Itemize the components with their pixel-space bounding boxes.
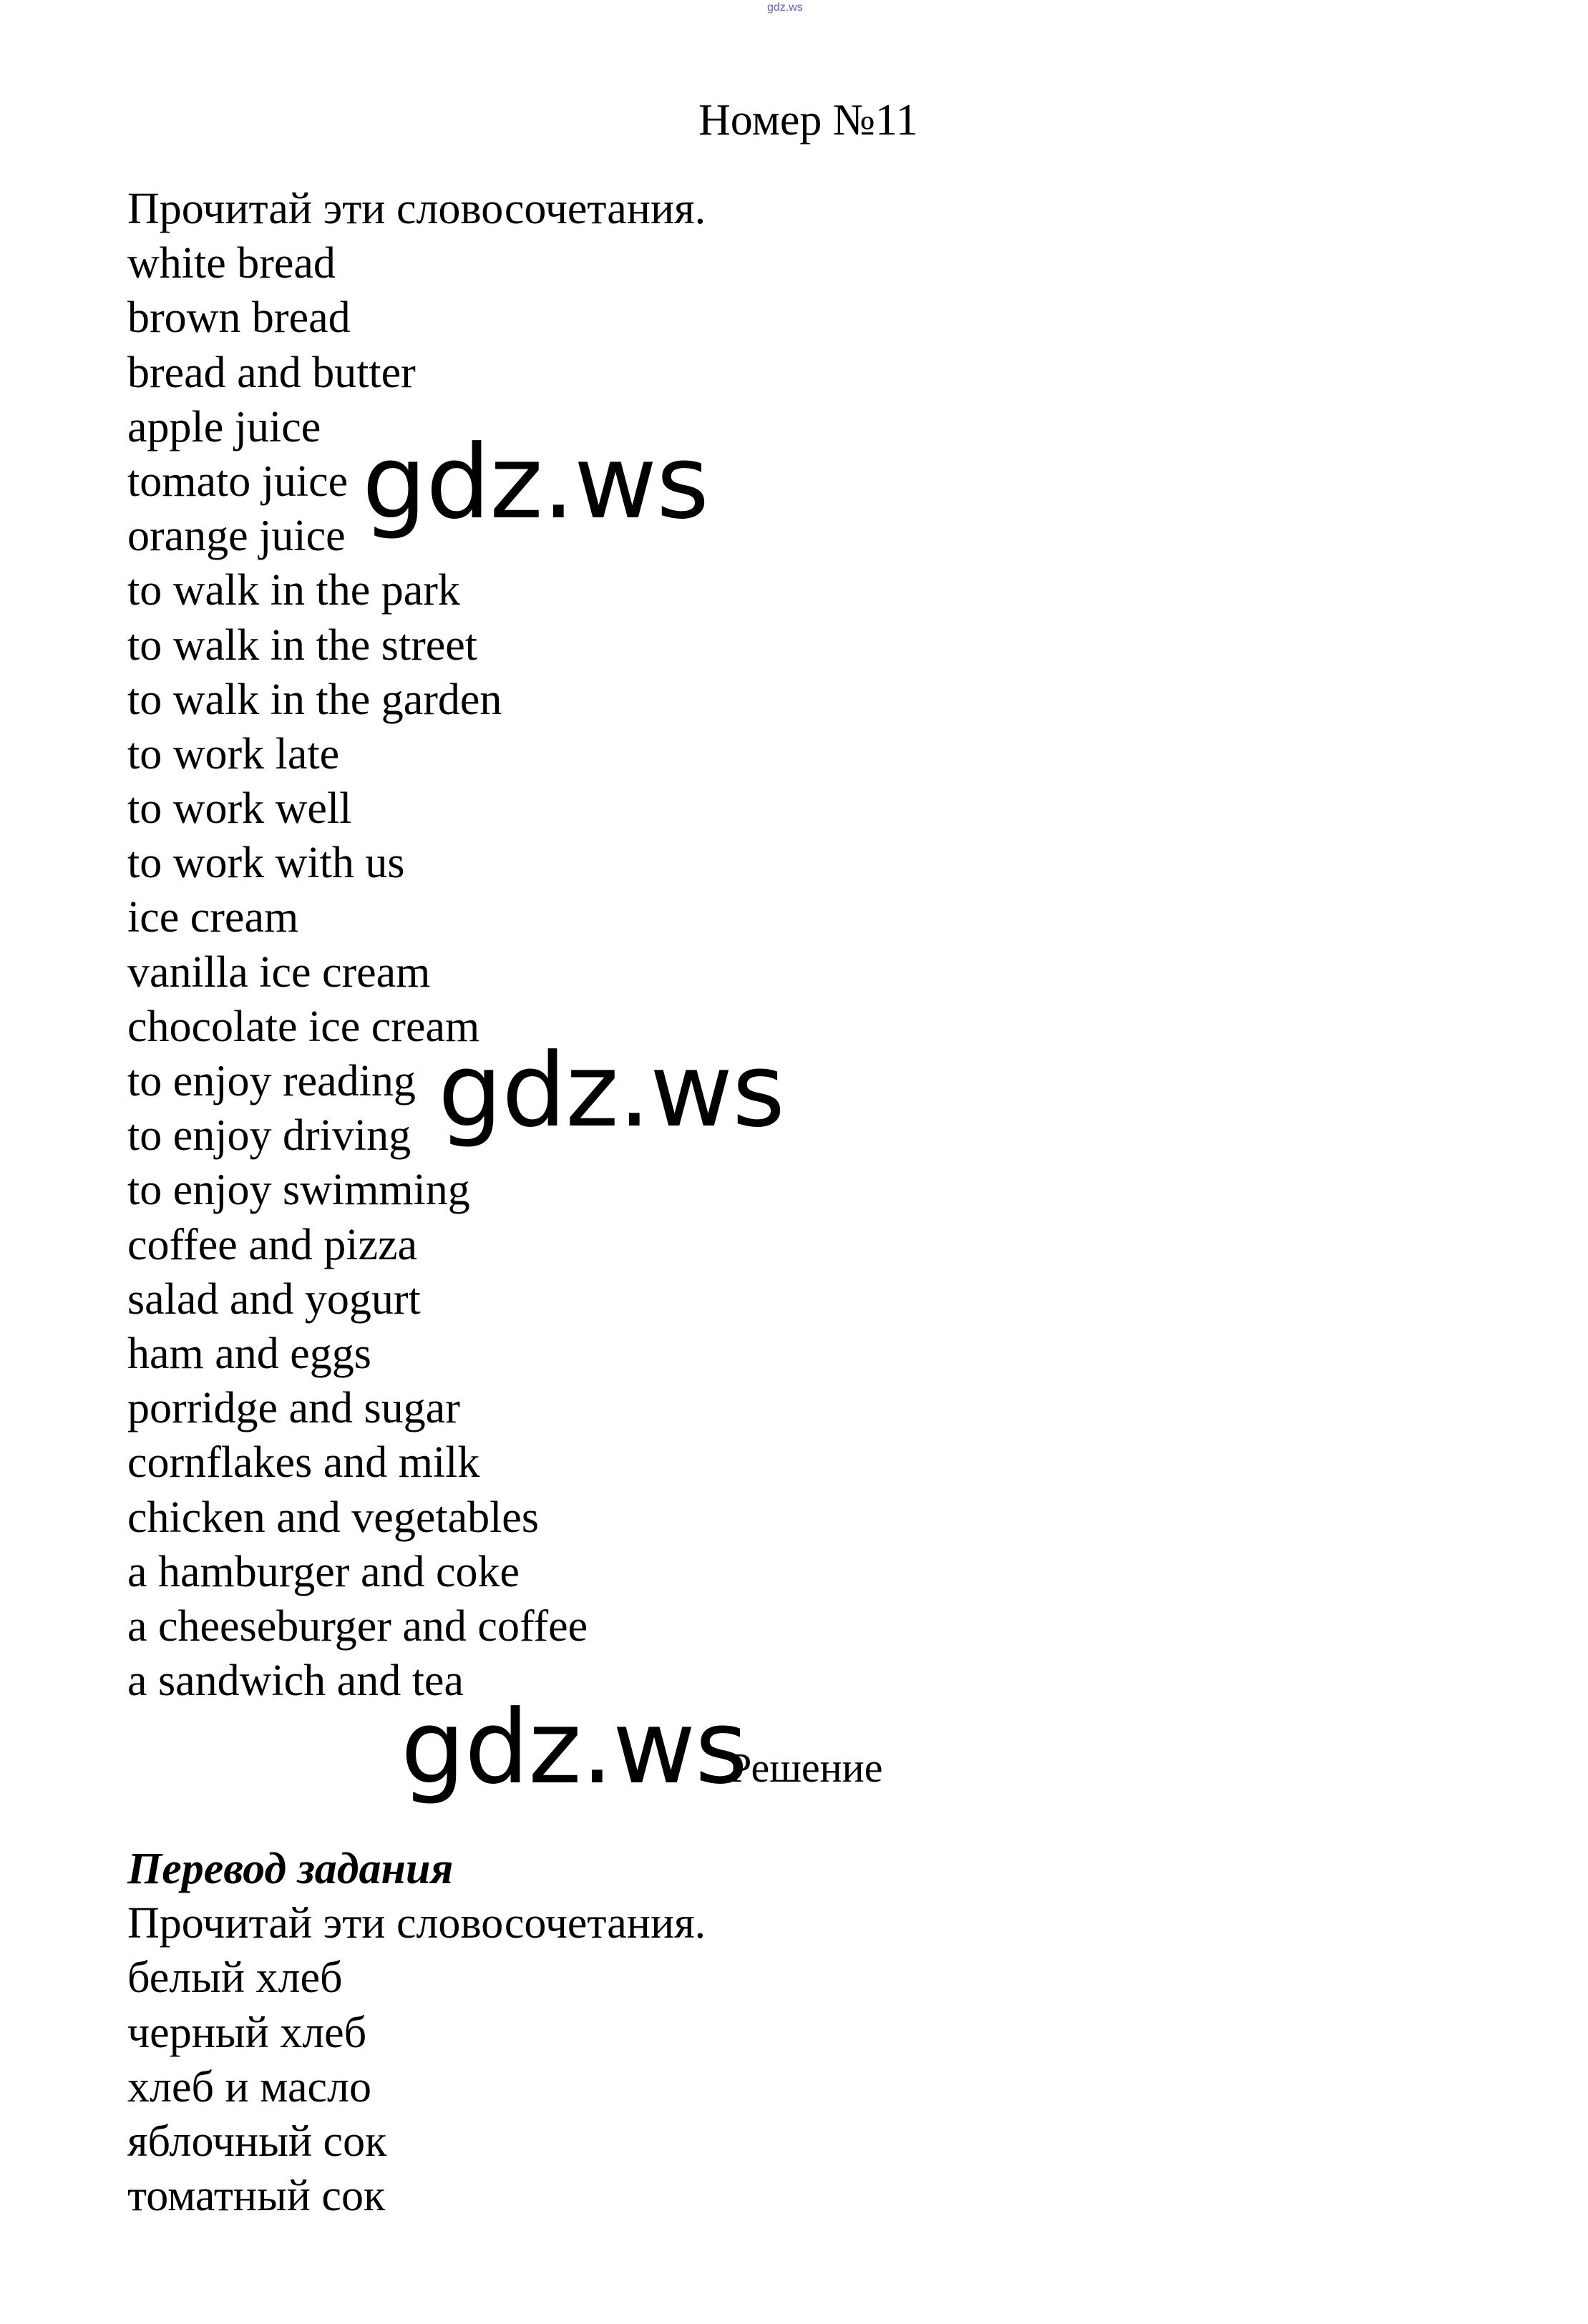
task-block: [127, 182, 709, 1708]
phrase-item: cornflakes and milk: [127, 1438, 480, 1488]
phrase-item: bread and butter: [127, 348, 416, 397]
translation-block: [127, 1842, 706, 2223]
phrase-item: orange juice: [127, 512, 346, 561]
phrase-item: to enjoy swimming: [127, 1166, 470, 1215]
phrase-item: to walk in the garden: [127, 675, 502, 724]
phrase-item: salad and yogurt: [127, 1274, 421, 1324]
translation-item: хлеб и масло: [127, 2062, 371, 2111]
watermark: gdz.ws: [362, 424, 709, 542]
watermark: gdz.ws: [438, 1032, 785, 1150]
phrase-item: coffee and pizza: [127, 1220, 418, 1269]
phrase-item: to work late: [127, 729, 340, 778]
header-watermark: gdz.ws: [767, 1, 803, 14]
phrase-item: to enjoy driving: [127, 1111, 411, 1161]
phrase-item: to enjoy reading: [127, 1057, 416, 1105]
phrase-item: vanilla ice cream: [127, 947, 431, 997]
phrase-item: tomato juice: [127, 456, 349, 506]
task-instruction: Прочитай эти словосочетания.: [127, 185, 706, 233]
phrase-item: a hamburger and coke: [127, 1547, 520, 1596]
phrase-item: chocolate ice cream: [127, 1002, 480, 1051]
phrase-item: porridge and sugar: [127, 1384, 460, 1433]
phrase-item: a cheeseburger and coffee: [127, 1601, 588, 1651]
translation-item: черный хлеб: [127, 2008, 367, 2057]
translation-instruction: Прочитай эти словосочетания.: [127, 1899, 706, 1948]
phrase-item: chicken and vegetables: [127, 1493, 539, 1542]
phrase-item: ham and eggs: [127, 1329, 371, 1378]
page-title: Номер №11: [698, 96, 918, 145]
phrase-item: a sandwich and tea: [127, 1656, 464, 1706]
phrase-item: to walk in the park: [127, 566, 460, 615]
translation-heading: Перевод задания: [127, 1845, 454, 1893]
translation-item: томатный сок: [127, 2172, 386, 2221]
phrase-item: to work with us: [127, 839, 405, 888]
watermark: gdz.ws: [401, 1689, 748, 1807]
translation-item: яблочный сок: [127, 2116, 387, 2166]
phrase-item: brown bread: [127, 293, 351, 343]
phrase-item: to work well: [127, 784, 352, 834]
solution-label: Решение: [729, 1744, 883, 1791]
phrase-item: to walk in the street: [127, 620, 477, 670]
phrase-item: white bread: [127, 239, 336, 288]
translation-item: белый хлеб: [127, 1953, 343, 2003]
phrase-item: ice cream: [127, 893, 299, 942]
phrase-item: apple juice: [127, 402, 321, 451]
